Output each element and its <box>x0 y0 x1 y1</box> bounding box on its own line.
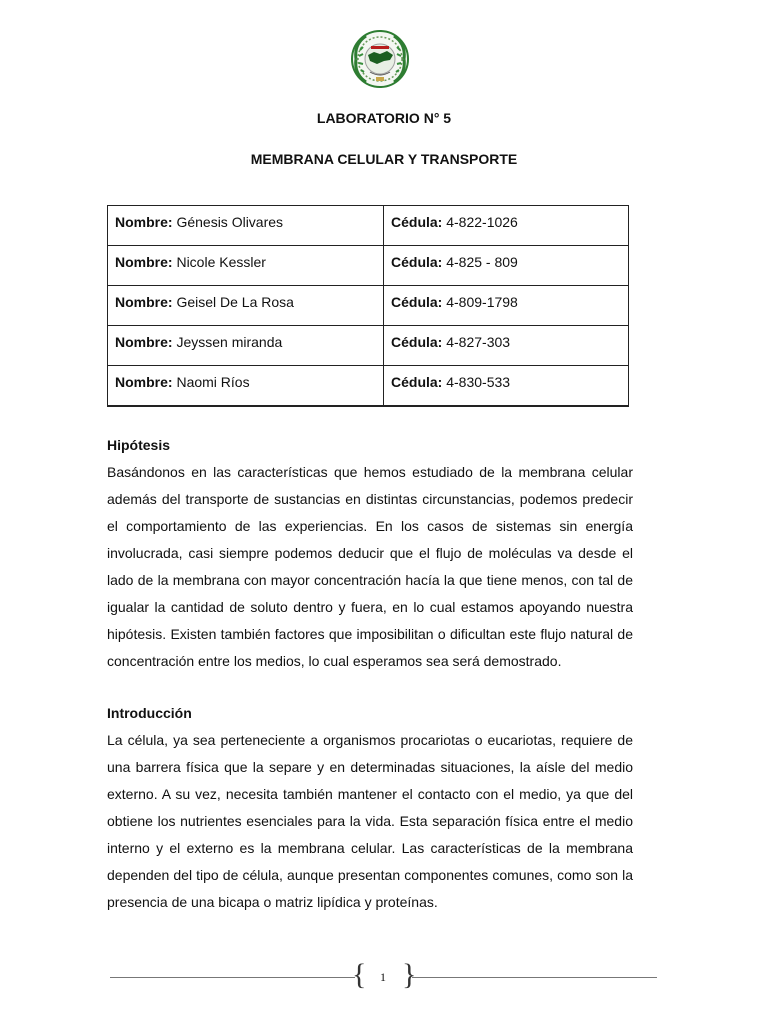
footer-divider-right <box>412 977 657 978</box>
introduccion-paragraph: La célula, ya sea perteneciente a organismos procariotas o eucariotas, requiere de una barrera física que la separe y en determinadas situaciones, la aísle del medio externo. A su vez, necesita también mantener el contacto con el medio, ya que del obtiene los nutrientes esenciales para la vida. Esta separación física entre el medio interno y el externo es la membrana celular. Las características de la membrana dependen del tipo de célula, aunque presentan componentes comunes, como son la presencia de una bicapa o matriz lipídica y proteínas. <box>107 732 633 910</box>
document-subtitle: MEMBRANA CELULAR Y TRANSPORTE <box>250 151 518 167</box>
id-label: Cédula: <box>391 374 443 390</box>
id-label: Cédula: <box>391 334 443 350</box>
left-brace-icon: { <box>352 958 367 991</box>
member-name: Geisel De La Rosa <box>176 294 294 310</box>
right-brace-icon: } <box>402 958 417 991</box>
document-title: LABORATORIO N° 5 <box>316 110 452 126</box>
members-table <box>107 205 629 407</box>
member-id: 4-830-533 <box>446 374 511 390</box>
member-id-cell <box>384 246 629 286</box>
member-id: 4-825 - 809 <box>446 254 518 270</box>
id-label: Cédula: <box>391 214 443 230</box>
page-number: 1 <box>380 970 386 984</box>
name-label: Nombre: <box>115 294 173 310</box>
name-label: Nombre: <box>115 254 173 270</box>
name-label: Nombre: <box>115 334 173 350</box>
table-row <box>108 206 629 246</box>
member-name-cell <box>108 286 384 326</box>
member-name: Génesis Olivares <box>176 214 284 230</box>
member-name-cell <box>108 206 384 246</box>
member-name: Jeyssen miranda <box>176 334 283 350</box>
id-label: Cédula: <box>391 254 443 270</box>
name-label: Nombre: <box>115 374 173 390</box>
introduccion-heading: Introducción <box>107 705 192 721</box>
hipotesis-heading: Hipótesis <box>107 437 171 453</box>
member-id-cell <box>384 366 629 406</box>
table-row <box>108 366 629 406</box>
hipotesis-paragraph: Basándonos en las características que hemos estudiado de la membrana celular además del transporte de sustancias en distintas circunstancias, podemos predecir el comportamiento de las experiencias. En los casos de sistemas sin energía involucrada, casi siempre podemos deducir que el flujo de moléculas va desde el lado de la membrana con mayor concentración hacía la que tiene menos, con tal de igualar la cantidad de soluto dentro y fuera, en lo cual estamos apoyando nuestra hipótesis. Existen también factores que imposibilitan o dificultan este flujo natural de concentración entre los medios, lo cual esperamos sea será demostrado. <box>107 464 633 669</box>
member-id: 4-827-303 <box>446 334 511 350</box>
member-name-cell <box>108 366 384 406</box>
table-row <box>108 326 629 366</box>
table-row <box>108 246 629 286</box>
member-id-cell <box>384 326 629 366</box>
footer-divider-left <box>110 977 355 978</box>
member-id-cell <box>384 206 629 246</box>
id-label: Cédula: <box>391 294 443 310</box>
member-name-cell <box>108 326 384 366</box>
member-id: 4-822-1026 <box>446 214 518 230</box>
member-id-cell <box>384 286 629 326</box>
university-seal-icon <box>350 28 410 90</box>
member-name: Naomi Ríos <box>176 374 250 390</box>
table-row <box>108 286 629 326</box>
name-label: Nombre: <box>115 214 173 230</box>
member-name-cell <box>108 246 384 286</box>
member-name: Nicole Kessler <box>176 254 266 270</box>
member-id: 4-809-1798 <box>446 294 518 310</box>
